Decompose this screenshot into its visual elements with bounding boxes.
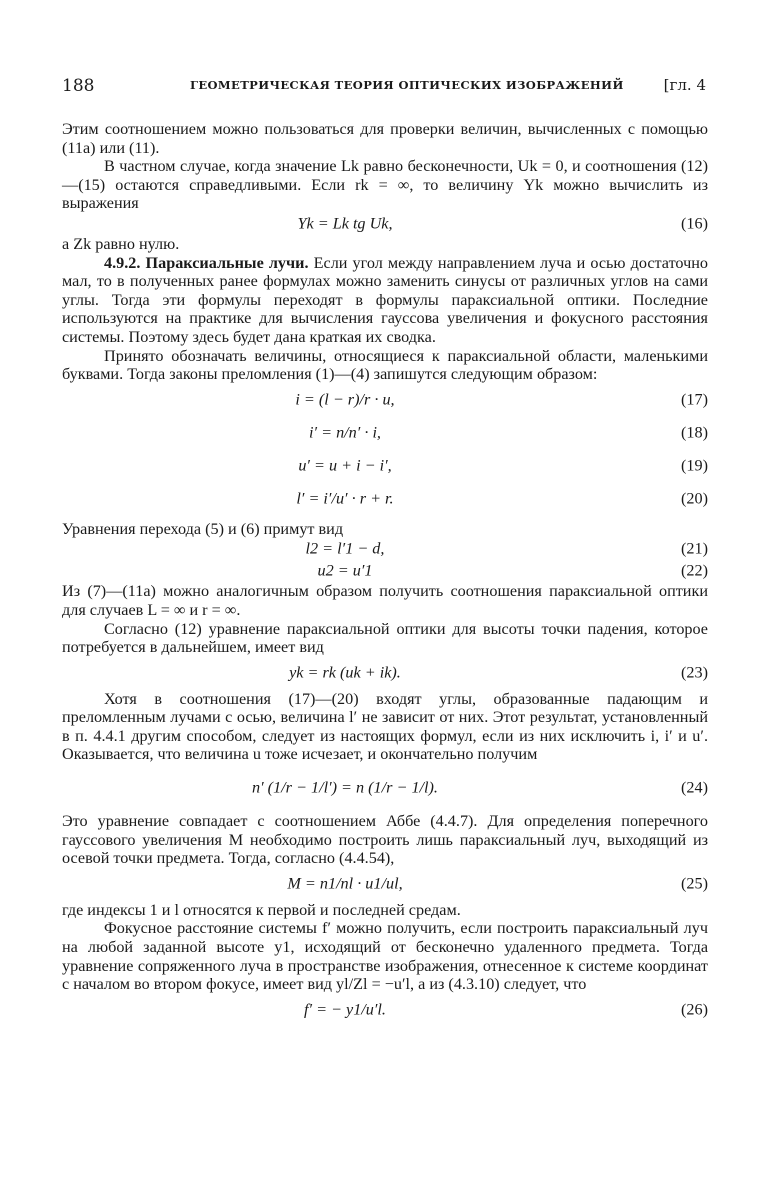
equation-formula: i′ = n/n′ · i, — [309, 423, 381, 442]
paragraph-section — [62, 254, 708, 347]
equation-21 — [62, 538, 708, 560]
equation-number: (18) — [681, 423, 708, 442]
paragraph: Хотя в соотношения (17)—(20) входят углы, образованные падающим и преломленным лучами с осью, величина l′ не зависит от них. Этот результат, установленный в п. 4.4.1 другим способом, следует из настоящих формул, если из них исключить i, i′ и u′. Оказывается, что величина u тоже исчезает, и окончательно получим — [62, 689, 708, 764]
equation-number: (20) — [681, 489, 708, 508]
page-number: 188 — [62, 76, 95, 96]
paragraph: Этим соотношением можно пользоваться для проверки величин, вычисленных с помощью (11а) или (11). — [62, 120, 708, 157]
equation-24 — [62, 764, 708, 812]
running-header — [62, 76, 710, 96]
paragraph: Это уравнение совпадает с соотношением Аббе (4.4.7). Для определения поперечного гауссового увеличения M необходимо построить лишь параксиальный луч, выходящий из осевой точки предмета. Тогда, согласно (4.4.54), — [62, 812, 708, 868]
equation-20 — [62, 483, 708, 516]
equation-16 — [62, 213, 708, 235]
paragraph: В частном случае, когда значение Lk равно бесконечности, Uk = 0, и соотношения (12)—(15) остаются справедливыми. Если rk = ∞, то величину Yk можно вычислить из выражения — [62, 157, 708, 213]
equation-number: (26) — [681, 1001, 708, 1020]
equation-18 — [62, 417, 708, 450]
chapter-ref: [гл. 4 — [663, 76, 706, 94]
paragraph: Фокусное расстояние системы f′ можно получить, если построить параксиальный луч на любой заданной высоте y1, исходящий от бесконечно удаленного предмета. Тогда уравнение сопряженного луча в пространстве изображения, отнесенное к системе координат с началом во втором фокусе, имеет вид yl/Zl = −u′l, а из (4.3.10) следует, что — [62, 919, 708, 994]
equation-formula: Yk = Lk tg Uk, — [297, 214, 393, 233]
equation-formula: l′ = i′/u′ · r + r. — [296, 489, 394, 508]
equation-formula: u′ = u + i − i′, — [298, 456, 392, 475]
equation-number: (23) — [681, 663, 708, 682]
paragraph: Принято обозначать величины, относящиеся к параксиальной области, маленькими буквами. Тогда законы преломления (1)—(4) запишутся следующим образом: — [62, 346, 708, 384]
equation-formula: n′ (1/r − 1/l′) = n (1/r − 1/l). — [252, 778, 438, 797]
paragraph: Согласно (12) уравнение параксиальной оптики для высоты точки падения, которое потребуется в дальнейшем, имеет вид — [62, 619, 708, 657]
equation-formula: i = (l − r)/r · u, — [295, 390, 395, 409]
equation-number: (16) — [681, 214, 708, 233]
paragraph: где индексы 1 и l относятся к первой и последней средам. — [62, 900, 461, 919]
page-body — [62, 120, 708, 1027]
equation-23 — [62, 657, 708, 690]
equation-22 — [62, 560, 708, 582]
paragraph: Из (7)—(11а) можно аналогичным образом получить соотношения параксиальной оптики для случаев L = ∞ и r = ∞. — [62, 582, 708, 619]
equation-number: (22) — [681, 562, 708, 581]
equation-formula: l2 = l′1 − d, — [305, 540, 385, 559]
equation-formula: u2 = u′1 — [317, 562, 373, 581]
equation-25 — [62, 868, 708, 901]
equation-formula: f′ = − y1/u′l. — [304, 1001, 386, 1020]
equation-26 — [62, 994, 708, 1027]
equation-17 — [62, 384, 708, 417]
equation-formula: yk = rk (uk + ik). — [289, 663, 401, 682]
section-title: 4.9.2. Параксиальные лучи. — [104, 253, 309, 272]
equation-number: (17) — [681, 390, 708, 409]
paragraph: Уравнения перехода (5) и (6) примут вид — [62, 519, 344, 538]
running-title: ГЕОМЕТРИЧЕСКАЯ ТЕОРИЯ ОПТИЧЕСКИХ ИЗОБРАЖЕНИЙ — [190, 78, 624, 92]
equation-19 — [62, 450, 708, 483]
equation-number: (19) — [681, 456, 708, 475]
equation-formula: M = n1/nl · u1/ul, — [287, 875, 403, 894]
equation-number: (21) — [681, 540, 708, 559]
paragraph-text: Если угол между направлением луча и осью достаточно мал, то в полученных ранее формулах можно заменить синусы от различных углов на сами углы. Тогда эти формулы переходят в формулы параксиальной оптики. Последние используются на практике для вычисления гауссова увеличения и фокусного расстояния системы. Поэтому здесь будет дана краткая их сводка. — [62, 253, 708, 346]
paragraph: а Zk равно нулю. — [62, 234, 180, 253]
equation-number: (25) — [681, 875, 708, 894]
equation-number: (24) — [681, 778, 708, 797]
